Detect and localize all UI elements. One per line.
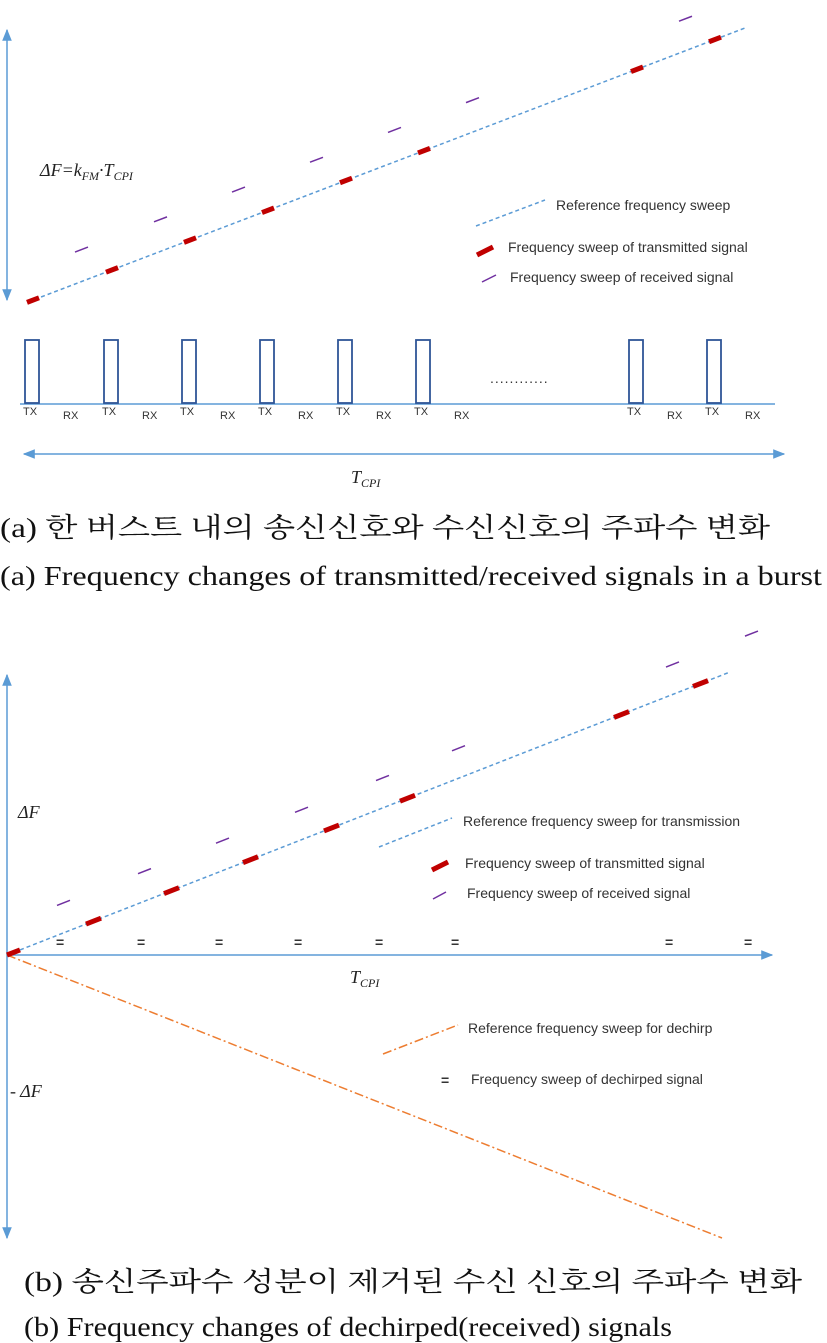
transmitted-segment [184,238,196,243]
rx-label: RX [454,410,470,422]
legend-b-transmitted-label: Frequency sweep of transmitted signal [465,855,705,871]
rx-label: RX [63,410,79,422]
tx-pulse [104,340,118,403]
panel-b-dechirped-markers [56,934,752,950]
received-segment [745,631,758,636]
legend-a-reference-label: Reference frequency sweep [556,197,731,213]
tx-pulse [416,340,430,403]
transmitted-segment [262,208,274,213]
tx-pulse [338,340,352,403]
dechirped-marker: = [137,934,146,950]
transmitted-segment [340,178,352,183]
rx-label: RX [298,410,314,422]
panel-a-tcpi-label: $T_{CPI}$ [351,467,381,490]
dechirped-marker: = [56,934,65,950]
panel-a-ellipsis: ............ [490,370,549,386]
rx-label: RX [376,410,392,422]
tx-pulse [25,340,39,403]
tx-label: TX [258,406,273,418]
received-segment [452,746,465,751]
received-segment [232,187,245,192]
legend-b-transmitted-swatch [432,862,448,870]
rx-label: RX [745,410,761,422]
tx-label: TX [180,406,195,418]
legend-b-received-swatch [433,892,446,899]
panel-b [7,631,802,1342]
dechirped-marker: = [215,934,224,950]
received-segment [75,247,88,252]
received-segment [154,217,167,222]
transmitted-segment [693,681,708,687]
transmitted-segment [324,825,339,831]
legend-b-reference-tx-swatch [379,818,452,847]
transmitted-segment [243,857,258,863]
tx-label: TX [705,406,720,418]
caption-b-english: (b) Frequency changes of dechirped(received) signals [24,1312,672,1342]
tx-pulse [182,340,196,403]
legend-a-received-swatch [482,275,496,282]
received-segment [138,869,151,874]
rx-label: RX [220,410,236,422]
panel-b-reference-dechirp-sweep [7,955,722,1238]
transmitted-segment [400,795,415,801]
caption-a-english: (a) Frequency changes of transmitted/received signals in a burst [0,561,823,591]
dechirped-marker: = [665,934,674,950]
panel-a-received-segments [75,0,770,252]
transmitted-segment [418,148,430,153]
rx-label: RX [667,410,683,422]
tx-pulse [707,340,721,403]
panel-a [0,0,823,591]
tx-label: TX [414,406,429,418]
legend-a-reference-swatch [476,200,545,226]
received-segment [216,838,229,843]
transmitted-segment [164,888,179,894]
legend-a-received-label: Frequency sweep of received signal [510,269,734,285]
legend-b-received-label: Frequency sweep of received signal [467,885,691,901]
dechirped-marker: = [744,934,753,950]
panel-a-delta-f-equation: $\Delta F=k_{FM}\cdot T_{CPI}$ [40,160,133,183]
received-segment [57,900,70,905]
caption-b-korean: (b) 송신주파수 성분이 제거된 수신 신호의 주파수 변화 [24,1267,802,1297]
delta-symbol: Δ [40,160,51,180]
dechirped-marker: = [451,934,460,950]
rx-label: RX [142,410,158,422]
tx-label: TX [336,406,351,418]
tx-label: TX [102,406,117,418]
legend-b-reference-tx-label: Reference frequency sweep for transmission [463,813,741,829]
caption-a-korean: (a) 한 버스트 내의 송신신호와 수신신호의 주파수 변화 [0,513,770,543]
transmitted-segment [631,67,643,72]
received-segment [310,157,323,162]
tx-label: TX [23,406,38,418]
received-segment [666,662,679,667]
transmitted-segment [614,712,629,718]
legend-a-transmitted-swatch [477,247,493,255]
legend-b-reference-dechirp-swatch [383,1025,458,1054]
transmitted-segment [709,37,721,42]
transmitted-segment [7,950,20,955]
transmitted-segment [27,298,39,303]
received-segment [679,16,692,21]
tx-label: TX [627,406,642,418]
legend-b-reference-dechirp-label: Reference frequency sweep for dechirp [468,1020,713,1036]
panel-a-pulse-train [23,340,761,422]
received-segment [388,127,401,132]
tx-pulse [260,340,274,403]
dechirped-marker: = [294,934,303,950]
panel-b-delta-f-label: ΔF [18,802,40,822]
legend-b-dechirped-label: Frequency sweep of dechirped signal [471,1071,703,1087]
panel-b-tcpi-label: $T_{CPI}$ [350,967,380,990]
dechirped-marker: = [375,934,384,950]
received-segment [376,775,389,780]
transmitted-segment [106,268,118,273]
tx-pulse [629,340,643,403]
transmitted-segment [86,918,101,924]
received-segment [466,98,479,103]
received-segment [295,807,308,812]
panel-b-neg-delta-f-label: - ΔF [10,1081,42,1101]
legend-a-transmitted-label: Frequency sweep of transmitted signal [508,239,748,255]
legend-b-dechirped-swatch: = [441,1072,450,1088]
